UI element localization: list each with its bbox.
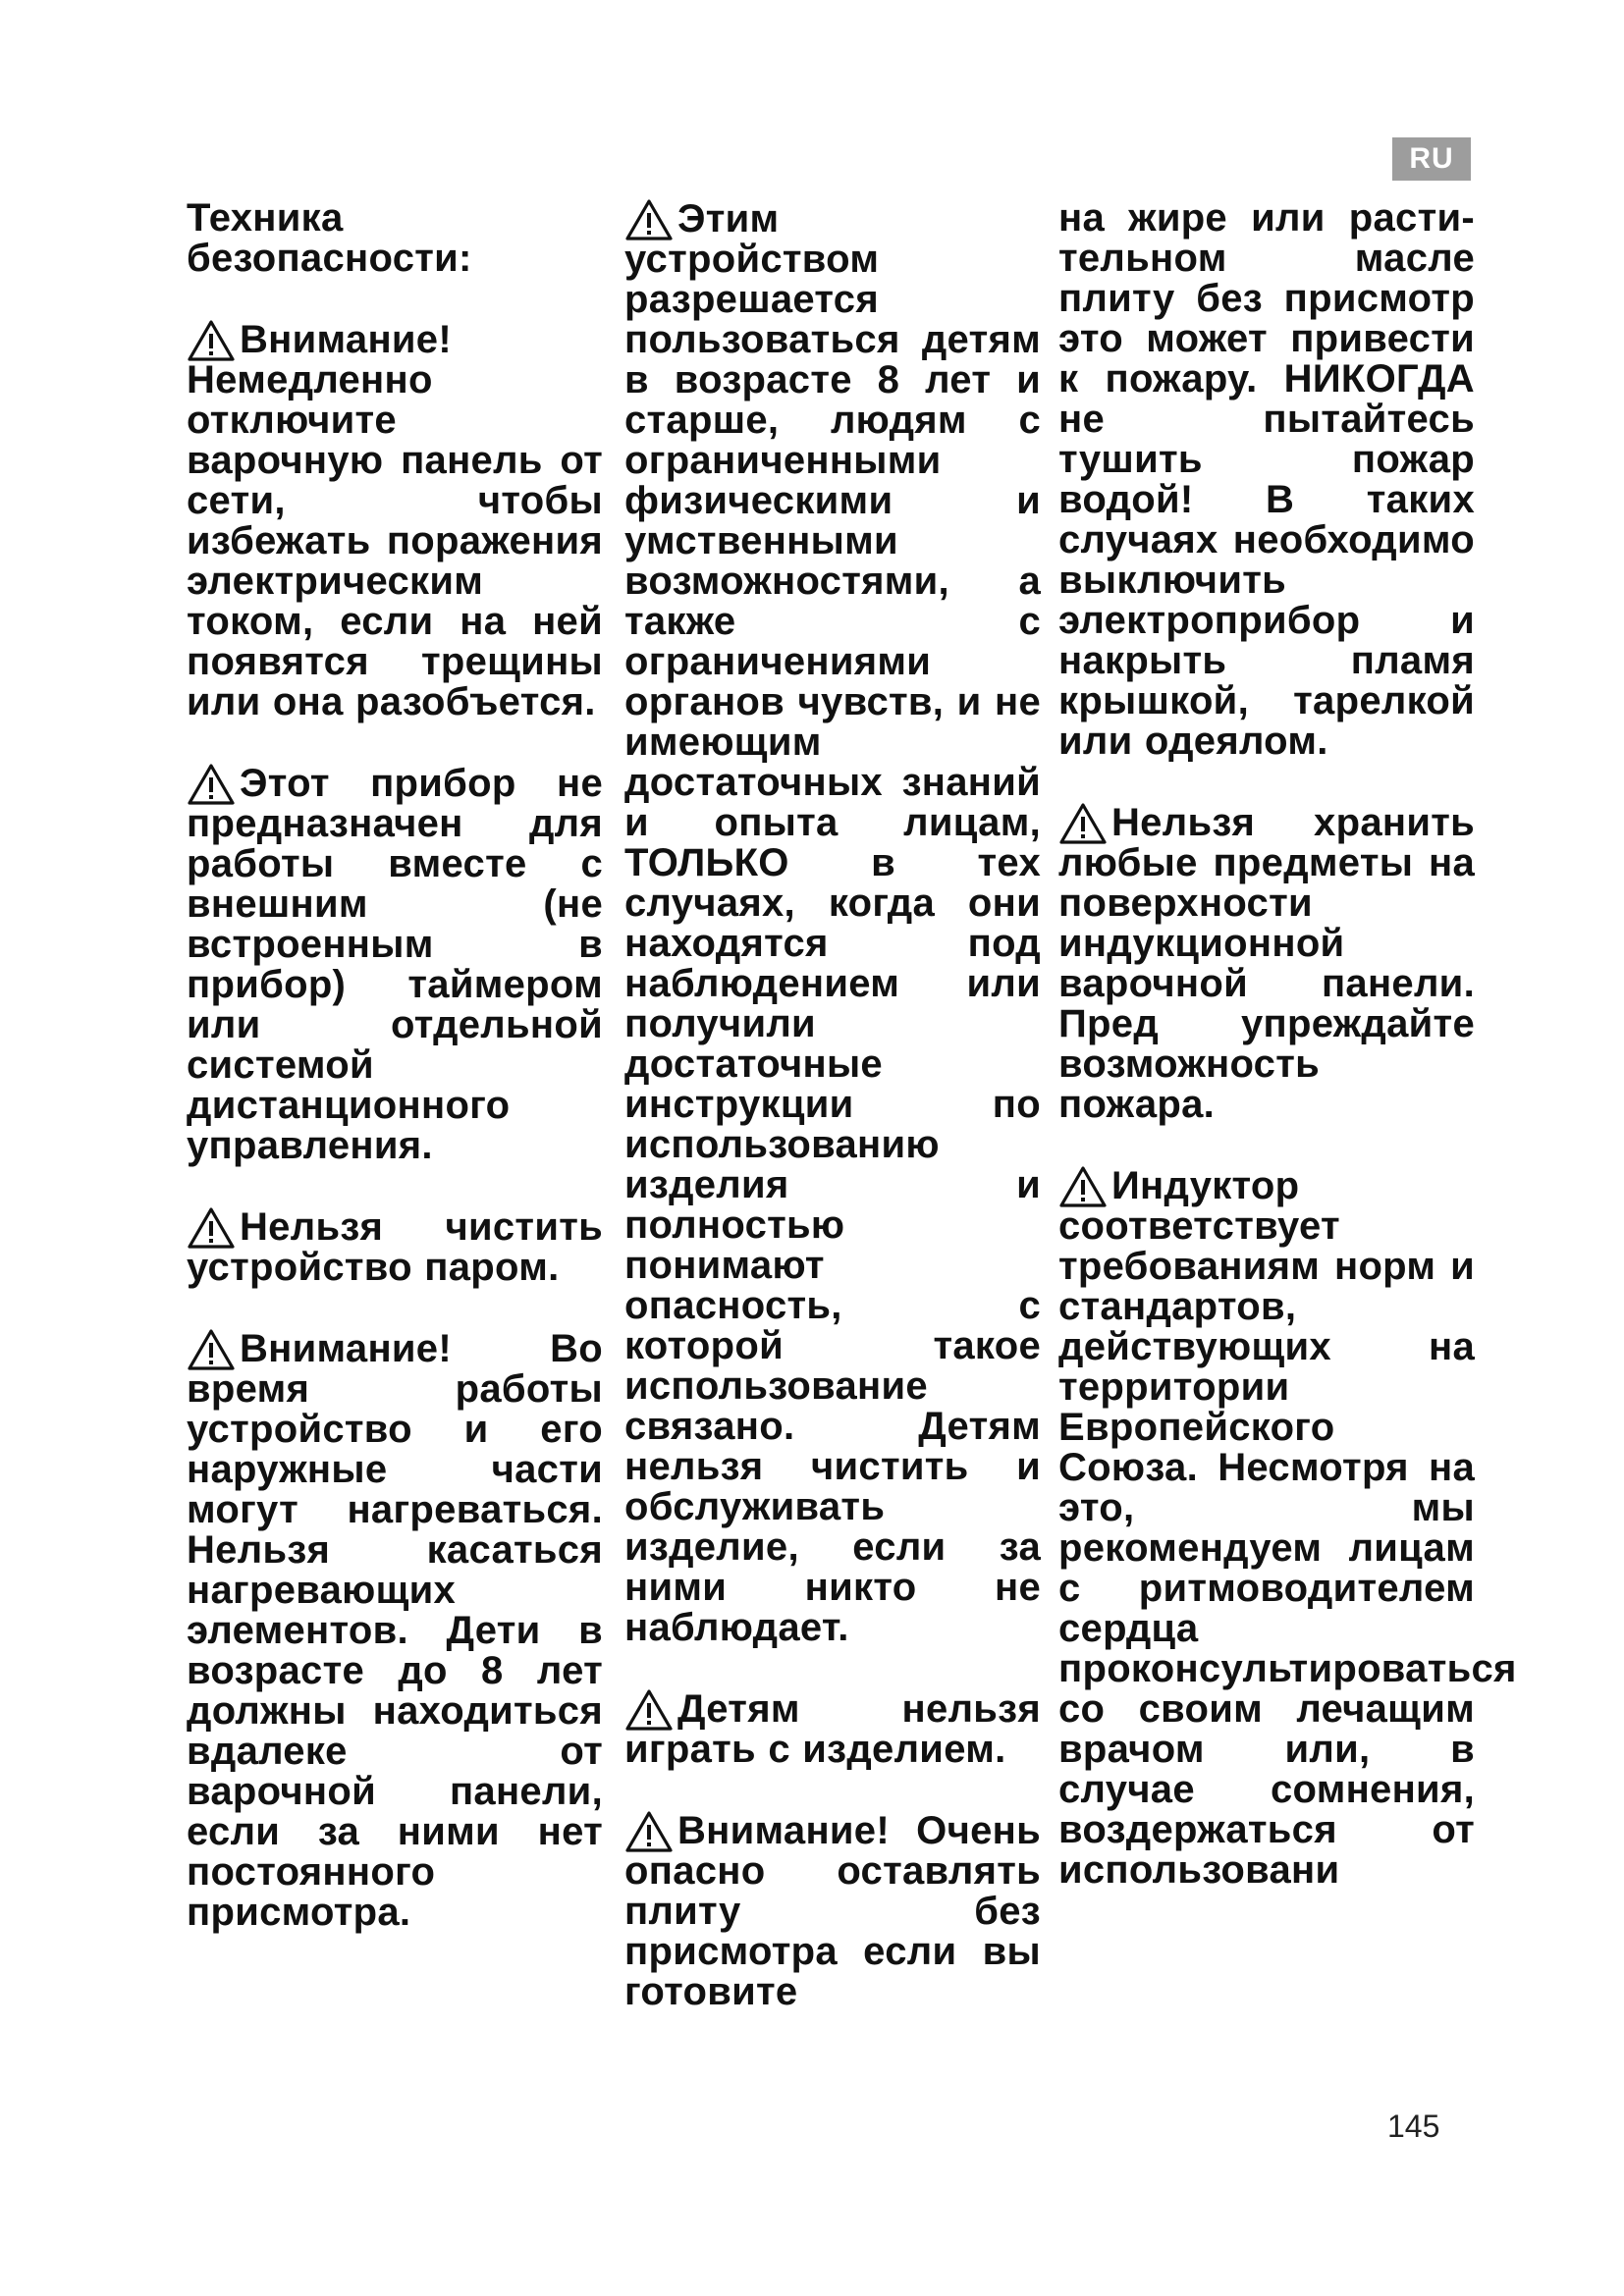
warning-paragraph xyxy=(624,1810,1041,2012)
warning-triangle-icon xyxy=(187,1328,236,1368)
warning-triangle-icon xyxy=(1058,802,1108,842)
paragraph-text: на жире или расти- тельном масле плиту без присмотр это может привести к пожару. НИКОГДА не пытайтесь тушить пожар водой! В таких случаях необходимо выключить электроприбор и накрыть пламя крышкой, тарелкой или одеялом. xyxy=(1058,196,1475,763)
warning-triangle-icon xyxy=(624,1810,674,1850)
warning-triangle-icon xyxy=(624,1688,674,1729)
paragraph-text: Внимание! Во время работы устройство и его наружные части могут нагреваться. Нельзя касаться нагревающих элементов. Дети в возрасте до 8 лет должны находиться вдалеке от варочной панели, если за ними нет постоянного присмотра. xyxy=(187,1327,603,1934)
warning-paragraph xyxy=(1058,802,1475,1125)
paragraph-text: Индуктор соответствует требованиям норм и стандартов, действующих на территории Европейского Союза. Несмотря на это, мы рекомендуем лицам с ритмоводителем сердца проконсультироваться со своим лечащим врачом или, в случае сомнения, воздержаться от использовани xyxy=(1058,1164,1517,1892)
warning-paragraph xyxy=(624,1688,1041,1770)
page-number: 145 xyxy=(1387,2109,1440,2144)
warning-paragraph xyxy=(624,198,1041,1648)
warning-triangle-icon xyxy=(187,1206,236,1247)
warning-paragraph xyxy=(187,1206,603,1288)
warning-triangle-icon xyxy=(187,319,236,359)
warning-triangle-icon xyxy=(624,198,674,239)
paragraph-text: Нельзя чистить устройство паром. xyxy=(187,1205,603,1289)
paragraph-text: Внимание! Немедленно отключите варочную панель от сети, чтобы избежать поражения электрическим током, если на ней появятся трещины или она разобъется. xyxy=(187,318,603,723)
language-badge: RU xyxy=(1392,137,1471,181)
continued-paragraph xyxy=(1058,198,1475,762)
paragraph-text: Этим устройством разрешается пользоваться детям в возрасте 8 лет и старше, людям с ограниченными физическими и умственными возможностями, а также с ограничениями органов чувств, и не имеющим достаточных знаний и опыта лицам, ТОЛЬКО в тех случаях, когда они находятся под наблюдением или получили достаточные инструкции по использованию изделия и полностью понимают опасность, с которой такое использование связано. Детям нельзя чистить и обслуживать изделие, если за ними никто не наблюдает. xyxy=(624,197,1041,1649)
paragraph-text: Этот прибор не предназначен для работы вместе с внешним (не встроенным в прибор) таймером или отдельной системой дистанционного управления. xyxy=(187,762,603,1167)
text-column-1 xyxy=(187,198,603,1973)
warning-paragraph xyxy=(187,319,603,722)
warning-triangle-icon xyxy=(187,763,236,803)
warning-triangle-icon xyxy=(1058,1165,1108,1205)
paragraph-text: Внимание! Очень опасно оставлять плиту без присмотра если вы готовите xyxy=(624,1809,1041,2013)
paragraph-text: Техника безопасности: xyxy=(187,196,472,280)
warning-paragraph xyxy=(187,763,603,1166)
text-column-3 xyxy=(1058,196,1517,1931)
safety-heading xyxy=(187,198,603,279)
warning-paragraph xyxy=(187,1328,603,1933)
warning-paragraph xyxy=(1058,1164,1517,1892)
text-column-2 xyxy=(624,198,1041,2053)
paragraph-text: Нельзя хранить любые предметы на поверхности индукционной варочной панели. Пред упреждайте возможность пожара. xyxy=(1058,801,1475,1126)
paragraph-text: Детям нельзя играть с изделием. xyxy=(624,1687,1041,1771)
